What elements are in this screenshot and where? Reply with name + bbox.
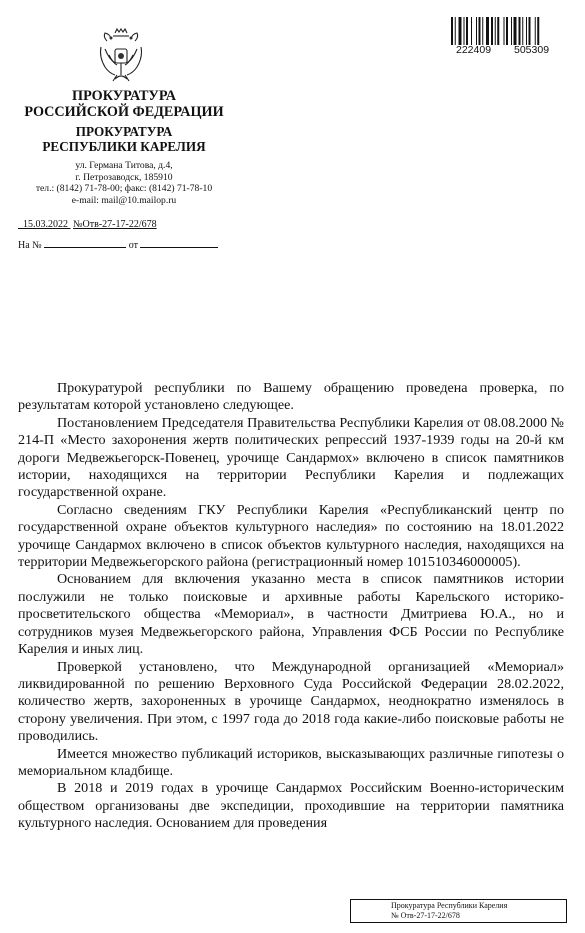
address-block: [18, 160, 230, 206]
sub-org-line-1: ПРОКУРАТУРА: [75, 124, 173, 139]
incoming-reference: [18, 238, 218, 251]
stamp-line-1: Прокуратура Республики Карелия: [391, 901, 508, 910]
barcode-bar: [497, 17, 499, 45]
barcode-bar: [451, 17, 453, 45]
body-paragraph: Согласно сведениям ГКУ Республики Карелия «Республиканский центр по государственной охране объектов культурного наследия» по состоянию на 18.01.2022 урочище Сандармох включено в список объектов культурного наследия, находящихся на территории Медвежьегорского района (регистрационный номер 101510346000005).: [18, 501, 564, 571]
org-line-2: РОССИЙСКОЙ ФЕДЕРАЦИИ: [24, 104, 224, 120]
barcode-bar: [526, 17, 527, 45]
barcode-bar: [455, 17, 456, 45]
sub-organization-name: [18, 124, 230, 154]
incoming-number-blank: [44, 238, 126, 248]
registration-stamp: [350, 899, 567, 923]
barcode-bar: [519, 17, 521, 45]
barcode-bar: [511, 17, 512, 45]
barcode-bar: [466, 17, 468, 45]
barcode-bar: [476, 17, 477, 45]
barcode-bar: [479, 17, 481, 45]
stamp-line-2: № Отв-27-17-22/678: [391, 910, 460, 920]
barcode-bar: [514, 17, 517, 45]
barcode-bar: [529, 17, 531, 45]
address-line: e-mail: mail@10.mailop.ru: [71, 194, 177, 206]
body-paragraph: В 2018 и 2019 годах в урочище Сандармох Российским Военно-историческим обществом организованы две экспедиции, проходившие на территории памятника культурного наследия. Основанием для проведения: [18, 780, 564, 832]
barcode-bar: [471, 17, 472, 45]
barcode-bar: [504, 17, 505, 45]
barcode-bar: [491, 17, 493, 45]
barcode-bar: [459, 17, 462, 45]
barcode-bar: [495, 17, 496, 45]
outgoing-number: №Отв-27-17-22/678: [73, 219, 157, 230]
barcode-number-1: 222409: [456, 44, 492, 56]
org-line-1: ПРОКУРАТУРА: [72, 88, 176, 104]
barcode-bar: [464, 17, 465, 45]
body-paragraph: Прокуратурой республики по Вашему обращению проведена проверка, по результатам которой установлено следующее.: [18, 380, 564, 414]
ot-label: от: [128, 240, 138, 251]
barcode: [451, 17, 566, 45]
barcode-bar: [506, 17, 508, 45]
barcode-bar: [522, 17, 523, 45]
sub-org-line-2: РЕСПУБЛИКИ КАРЕЛИЯ: [42, 139, 206, 154]
barcode-bar: [486, 17, 489, 45]
body-paragraph: Постановлением Председателя Правительства Республики Карелия от 08.08.2000 № 214-П «Место захоронения жертв политических репрессий 1937-1939 годы на 20-й км дороги Медвежьегорск-Повенец, урочище Сандармох» включено в список памятников истории, находящихся на территории Республики Карелия и подлежащих государственной охране.: [18, 414, 564, 501]
outgoing-date: 15.03.2022: [23, 219, 68, 230]
address-line: г. Петрозаводск, 185910: [75, 171, 173, 183]
barcode-bar: [482, 17, 483, 45]
na-label: На №: [18, 240, 42, 251]
outgoing-reference: [18, 219, 157, 230]
coat-of-arms-emblem: [97, 27, 145, 85]
body-paragraph: Проверкой установлено, что Международной организацией «Мемориал» ликвидированной по решению Верховного Суда Российской Федерации 28.02.2022, количество жертв, захороненных в урочище Сандармох, неоднократно изменялось в сторону увеличения. При этом, с 1997 года до 2018 года какие-либо поисковые работы не проводились.: [18, 658, 564, 745]
letter-body: [18, 380, 564, 833]
body-paragraph: Основанием для включения указанно места в список памятников истории послужили не только поисковые и архивные работы Карельского историко-просветительского общества «Мемориал», в частности Дмитриева Ю.А., но и сотрудников музея Медвежьегорского района, Управления ФСБ России по Республике Карелия и иных лиц.: [18, 571, 564, 658]
address-line: тел.: (8142) 71-78-00; факс: (8142) 71-78-10: [35, 183, 213, 195]
address-line: ул. Германа Титова, д.4,: [75, 160, 173, 171]
barcode-bar: [537, 17, 539, 45]
barcode-number-2: 505309: [514, 44, 550, 56]
incoming-date-blank: [140, 238, 218, 248]
organization-name: [18, 88, 230, 120]
body-paragraph: Имеется множество публикаций историков, высказывающих различные гипотезы о мемориальном кладбище.: [18, 745, 564, 779]
barcode-bar: [535, 17, 536, 45]
